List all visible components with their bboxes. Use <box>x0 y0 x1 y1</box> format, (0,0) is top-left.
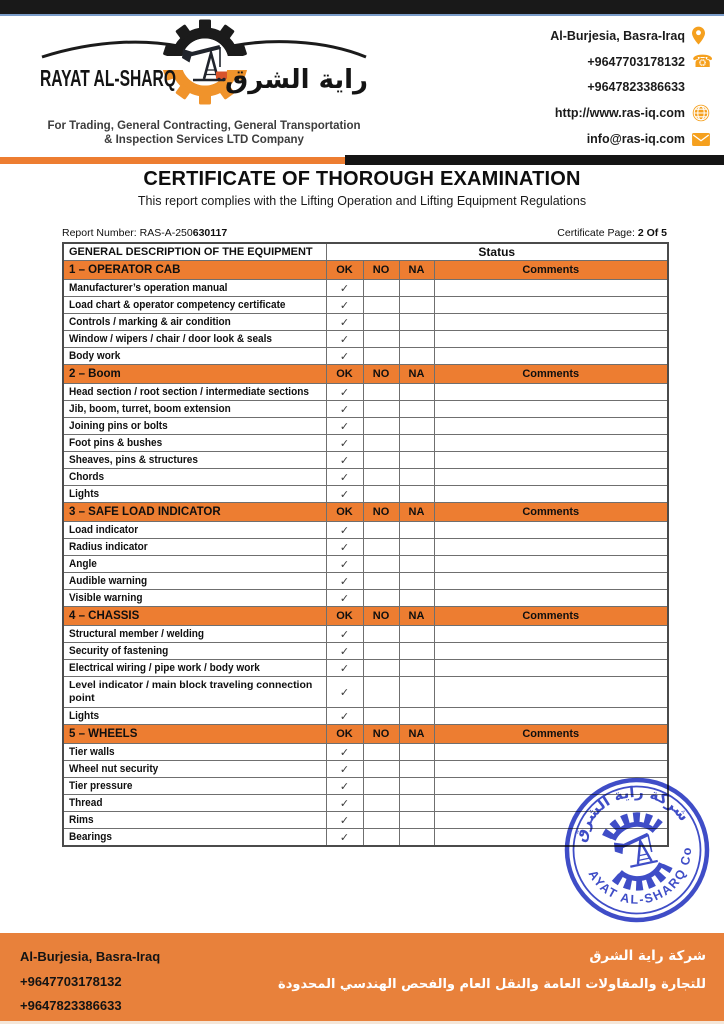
status-column-label: OK <box>326 607 363 626</box>
contact-text: info@ras-iq.com <box>586 132 685 147</box>
contact-list <box>472 23 712 152</box>
status-column-label: Comments <box>434 607 668 626</box>
equipment-item-label: Structural member / welding <box>63 626 326 643</box>
comment-cell <box>434 590 668 607</box>
status-cell-na <box>399 643 434 660</box>
status-cell-ok: ✓ <box>326 280 363 297</box>
equipment-item-label: Load indicator <box>63 522 326 539</box>
equipment-item-label: Security of fastening <box>63 643 326 660</box>
status-cell-no <box>363 469 399 486</box>
equipment-item-label: Level indicator / main block traveling connection point <box>63 677 326 708</box>
status-column-label: NA <box>399 261 434 280</box>
equipment-item-label: Load chart & operator competency certificate <box>63 297 326 314</box>
equipment-row <box>63 761 668 778</box>
section-header-row <box>63 365 668 384</box>
contact-row <box>472 23 712 49</box>
status-cell-no <box>363 778 399 795</box>
status-cell-ok: ✓ <box>326 626 363 643</box>
status-cell-na <box>399 331 434 348</box>
equipment-item-label: Wheel nut security <box>63 761 326 778</box>
equipment-item-label: Tier walls <box>63 744 326 761</box>
stamp-gear-bottom <box>615 866 671 891</box>
footer-arabic-block <box>278 942 706 998</box>
company-logo <box>36 16 372 120</box>
section-title: 4 – CHASSIS <box>63 607 326 626</box>
equipment-row <box>63 812 668 829</box>
status-cell-na <box>399 761 434 778</box>
tagline-line2: & Inspection Services LTD Company <box>104 133 304 146</box>
status-cell-na <box>399 280 434 297</box>
comment-cell <box>434 314 668 331</box>
status-cell-na <box>399 626 434 643</box>
status-cell-ok: ✓ <box>326 539 363 556</box>
equipment-row <box>63 314 668 331</box>
equipment-row <box>63 677 668 708</box>
status-cell-no <box>363 435 399 452</box>
comment-cell <box>434 778 668 795</box>
tagline-line1: For Trading, General Contracting, General Transportation <box>47 120 361 132</box>
status-cell-ok: ✓ <box>326 829 363 847</box>
status-cell-na <box>399 795 434 812</box>
comment-cell <box>434 435 668 452</box>
status-cell-na <box>399 522 434 539</box>
status-cell-ok: ✓ <box>326 761 363 778</box>
contact-row <box>472 75 712 101</box>
equipment-row <box>63 486 668 503</box>
footer-contact-block <box>20 945 160 1019</box>
stamp-latin-text: RAYAT AL-SHARQ Co. <box>585 838 695 907</box>
status-column-label: OK <box>326 261 363 280</box>
status-cell-no <box>363 590 399 607</box>
equipment-row <box>63 573 668 590</box>
status-cell-na <box>399 812 434 829</box>
status-cell-na <box>399 660 434 677</box>
equipment-row <box>63 778 668 795</box>
status-cell-ok: ✓ <box>326 297 363 314</box>
comment-cell <box>434 812 668 829</box>
status-column-label: OK <box>326 725 363 744</box>
status-cell-no <box>363 418 399 435</box>
footer-company-ar: شركة راية الشرق <box>589 948 706 964</box>
equipment-table <box>62 242 669 847</box>
equipment-item-label: Window / wipers / chair / door look & seals <box>63 331 326 348</box>
status-column-label: NO <box>363 261 399 280</box>
status-cell-no <box>363 660 399 677</box>
equipment-row <box>63 539 668 556</box>
status-cell-no <box>363 384 399 401</box>
status-column-label: OK <box>326 503 363 522</box>
footer-description-ar: للتجارة والمقاولات العامة والنقل العام والفحص الهندسي المحدودة <box>278 977 706 992</box>
footer-phone1: +9647703178132 <box>20 973 122 989</box>
envelope-icon <box>692 129 712 149</box>
status-cell-ok: ✓ <box>326 643 363 660</box>
comment-cell <box>434 452 668 469</box>
equipment-item-label: Rims <box>63 812 326 829</box>
status-cell-ok: ✓ <box>326 590 363 607</box>
comment-cell <box>434 643 668 660</box>
status-cell-no <box>363 401 399 418</box>
status-header: Status <box>326 243 668 261</box>
equipment-item-label: Radius indicator <box>63 539 326 556</box>
comment-cell <box>434 795 668 812</box>
status-cell-ok: ✓ <box>326 522 363 539</box>
report-meta-row <box>62 227 667 239</box>
status-cell-ok: ✓ <box>326 469 363 486</box>
status-cell-no <box>363 331 399 348</box>
status-cell-ok: ✓ <box>326 708 363 725</box>
status-cell-na <box>399 539 434 556</box>
table-header-row <box>63 243 668 261</box>
comment-cell <box>434 418 668 435</box>
status-cell-ok: ✓ <box>326 778 363 795</box>
status-cell-ok: ✓ <box>326 573 363 590</box>
equipment-item-label: Electrical wiring / pipe work / body work <box>63 660 326 677</box>
equipment-row <box>63 452 668 469</box>
equipment-item-label: Thread <box>63 795 326 812</box>
status-cell-no <box>363 626 399 643</box>
description-header: GENERAL DESCRIPTION OF THE EQUIPMENT <box>63 243 326 261</box>
status-cell-no <box>363 708 399 725</box>
status-cell-ok: ✓ <box>326 795 363 812</box>
comment-cell <box>434 660 668 677</box>
status-cell-na <box>399 590 434 607</box>
status-cell-no <box>363 314 399 331</box>
equipment-item-label: Foot pins & bushes <box>63 435 326 452</box>
status-cell-ok: ✓ <box>326 401 363 418</box>
comment-cell <box>434 708 668 725</box>
equipment-item-label: Tier pressure <box>63 778 326 795</box>
location-pin-icon <box>692 26 712 46</box>
equipment-item-label: Jib, boom, turret, boom extension <box>63 401 326 418</box>
status-cell-ok: ✓ <box>326 314 363 331</box>
equipment-row <box>63 418 668 435</box>
document-subtitle: This report complies with the Lifting Operation and Lifting Equipment Regulations <box>137 194 587 208</box>
comment-cell <box>434 829 668 847</box>
document-title: CERTIFICATE OF THOROUGH EXAMINATION <box>143 168 581 190</box>
equipment-row <box>63 643 668 660</box>
comment-cell <box>434 331 668 348</box>
status-cell-no <box>363 280 399 297</box>
equipment-row <box>63 297 668 314</box>
comment-cell <box>434 348 668 365</box>
status-cell-na <box>399 452 434 469</box>
equipment-item-label: Audible warning <box>63 573 326 590</box>
status-cell-na <box>399 708 434 725</box>
equipment-row <box>63 626 668 643</box>
status-cell-no <box>363 812 399 829</box>
status-cell-no <box>363 761 399 778</box>
footer-address: Al-Burjesia, Basra-Iraq <box>20 949 161 964</box>
equipment-row <box>63 829 668 847</box>
contact-row <box>472 49 712 75</box>
status-cell-no <box>363 677 399 708</box>
comment-cell <box>434 280 668 297</box>
equipment-item-label: Head section / root section / intermediate sections <box>63 384 326 401</box>
divider-black-segment <box>345 155 724 165</box>
section-title: 2 – Boom <box>63 365 326 384</box>
status-cell-no <box>363 829 399 847</box>
status-cell-no <box>363 744 399 761</box>
equipment-row <box>63 280 668 297</box>
status-column-label: NA <box>399 725 434 744</box>
status-column-label: NO <box>363 725 399 744</box>
equipment-item-label: Lights <box>63 486 326 503</box>
status-cell-ok: ✓ <box>326 384 363 401</box>
status-column-label: Comments <box>434 725 668 744</box>
globe-icon <box>692 103 712 123</box>
contact-text: Al-Burjesia, Basra-Iraq <box>550 28 685 43</box>
status-cell-na <box>399 744 434 761</box>
status-column-label: NA <box>399 365 434 384</box>
status-column-label: NO <box>363 503 399 522</box>
brand-block <box>36 16 372 147</box>
comment-cell <box>434 556 668 573</box>
status-cell-na <box>399 297 434 314</box>
status-cell-na <box>399 314 434 331</box>
status-cell-na <box>399 418 434 435</box>
contact-text: +9647823386633 <box>587 80 685 95</box>
equipment-row <box>63 435 668 452</box>
status-cell-na <box>399 677 434 708</box>
status-cell-no <box>363 348 399 365</box>
comment-cell <box>434 401 668 418</box>
status-cell-ok: ✓ <box>326 660 363 677</box>
equipment-item-label: Angle <box>63 556 326 573</box>
status-column-label: Comments <box>434 261 668 280</box>
status-cell-no <box>363 795 399 812</box>
page-footer <box>0 933 724 1024</box>
contact-row <box>472 100 712 126</box>
equipment-item-label: Visible warning <box>63 590 326 607</box>
report-number: Report Number: RAS-A-250630117 <box>62 227 228 239</box>
section-title: 5 – WHEELS <box>63 725 326 744</box>
section-title: 3 – SAFE LOAD INDICATOR <box>63 503 326 522</box>
status-cell-ok: ✓ <box>326 435 363 452</box>
section-header-row <box>63 503 668 522</box>
equipment-item-label: Body work <box>63 348 326 365</box>
equipment-row <box>63 795 668 812</box>
section-header-row <box>63 607 668 626</box>
status-cell-no <box>363 297 399 314</box>
status-column-label: Comments <box>434 365 668 384</box>
equipment-row <box>63 331 668 348</box>
logo-swoosh-right <box>232 42 366 57</box>
equipment-table-body <box>63 243 668 846</box>
status-cell-no <box>363 452 399 469</box>
section-header-row <box>63 261 668 280</box>
equipment-row <box>63 401 668 418</box>
status-column-label: OK <box>326 365 363 384</box>
status-cell-no <box>363 573 399 590</box>
comment-cell <box>434 761 668 778</box>
comment-cell <box>434 539 668 556</box>
status-cell-ok: ✓ <box>326 556 363 573</box>
status-cell-na <box>399 486 434 503</box>
status-cell-ok: ✓ <box>326 744 363 761</box>
telephone-icon: ☎ <box>692 51 714 71</box>
status-cell-no <box>363 643 399 660</box>
equipment-item-label: Joining pins or bolts <box>63 418 326 435</box>
contact-row <box>472 126 712 152</box>
status-cell-ok: ✓ <box>326 348 363 365</box>
status-cell-na <box>399 384 434 401</box>
status-column-label: NA <box>399 607 434 626</box>
status-cell-na <box>399 348 434 365</box>
status-column-label: NO <box>363 607 399 626</box>
status-cell-ok: ✓ <box>326 812 363 829</box>
comment-cell <box>434 297 668 314</box>
comment-cell <box>434 469 668 486</box>
comment-cell <box>434 522 668 539</box>
status-cell-no <box>363 486 399 503</box>
icon-spacer <box>692 77 712 97</box>
equipment-item-label: Manufacturer’s operation manual <box>63 280 326 297</box>
comment-cell <box>434 486 668 503</box>
status-cell-na <box>399 401 434 418</box>
status-column-label: NA <box>399 503 434 522</box>
company-name-ar: راية الشرق <box>224 65 368 95</box>
logo-swoosh-left <box>42 42 178 57</box>
equipment-row <box>63 556 668 573</box>
equipment-item-label: Sheaves, pins & structures <box>63 452 326 469</box>
comment-cell <box>434 677 668 708</box>
status-cell-na <box>399 778 434 795</box>
status-column-label: NO <box>363 365 399 384</box>
status-cell-ok: ✓ <box>326 452 363 469</box>
comment-cell <box>434 626 668 643</box>
equipment-row <box>63 744 668 761</box>
company-name-en: RAYAT AL-SHARQ <box>40 65 176 91</box>
header-divider <box>0 155 724 165</box>
divider-orange-segment <box>0 157 345 164</box>
equipment-row <box>63 590 668 607</box>
status-cell-no <box>363 539 399 556</box>
equipment-row <box>63 348 668 365</box>
status-cell-no <box>363 522 399 539</box>
status-cell-na <box>399 435 434 452</box>
section-title: 1 – OPERATOR CAB <box>63 261 326 280</box>
comment-cell <box>434 573 668 590</box>
status-cell-ok: ✓ <box>326 418 363 435</box>
status-cell-ok: ✓ <box>326 331 363 348</box>
status-cell-na <box>399 556 434 573</box>
status-cell-no <box>363 556 399 573</box>
equipment-row <box>63 660 668 677</box>
certificate-page: Certificate Page: 2 Of 5 <box>557 227 667 239</box>
equipment-item-label: Chords <box>63 469 326 486</box>
company-tagline <box>36 120 372 147</box>
contact-text: +9647703178132 <box>587 54 685 69</box>
equipment-row <box>63 708 668 725</box>
stamp-arabic-text: شركة راية الشرق <box>570 782 694 844</box>
equipment-item-label: Bearings <box>63 829 326 847</box>
equipment-row <box>63 384 668 401</box>
status-cell-ok: ✓ <box>326 677 363 708</box>
equipment-row <box>63 469 668 486</box>
comment-cell <box>434 744 668 761</box>
comment-cell <box>434 384 668 401</box>
footer-phone2: +9647823386633 <box>20 998 122 1013</box>
section-header-row <box>63 725 668 744</box>
equipment-item-label: Controls / marking & air condition <box>63 314 326 331</box>
equipment-row <box>63 522 668 539</box>
equipment-item-label: Lights <box>63 708 326 725</box>
status-cell-na <box>399 469 434 486</box>
status-column-label: Comments <box>434 503 668 522</box>
contact-text: http://www.ras-iq.com <box>554 106 685 121</box>
status-cell-na <box>399 573 434 590</box>
status-cell-ok: ✓ <box>326 486 363 503</box>
top-black-bar <box>0 0 724 16</box>
status-cell-na <box>399 829 434 847</box>
